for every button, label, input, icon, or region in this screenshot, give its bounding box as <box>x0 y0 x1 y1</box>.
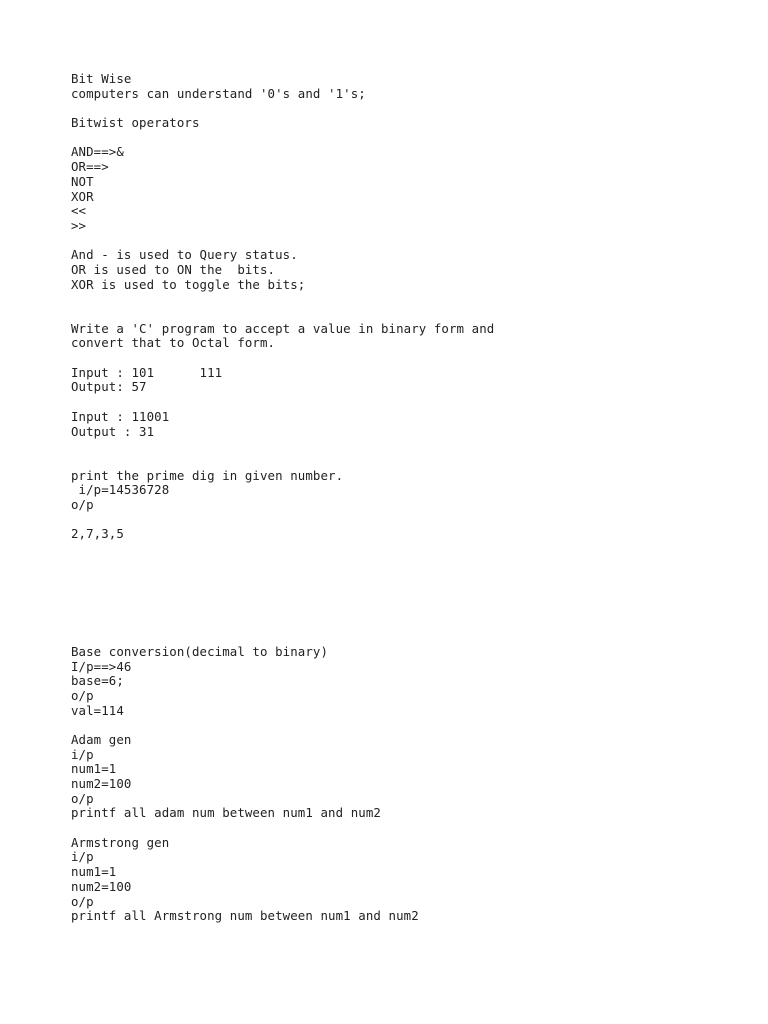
text-line <box>71 542 751 557</box>
text-line: o/p <box>71 790 94 806</box>
text-line <box>71 307 751 322</box>
text-line: 2,7,3,5 <box>71 526 124 542</box>
text-line <box>71 101 751 116</box>
text-line <box>71 439 751 454</box>
text-line: Base conversion(decimal to binary) <box>71 643 329 659</box>
text-line: num2=100 <box>71 776 132 791</box>
text-line: NOT <box>71 173 94 189</box>
text-line: >> <box>71 217 87 233</box>
text-line: Bitwist operators <box>71 115 200 131</box>
text-line <box>71 351 751 366</box>
text-line <box>71 630 751 645</box>
text-line: Adam gen <box>71 731 132 747</box>
text-line <box>71 513 751 528</box>
text-line: << <box>71 203 87 219</box>
text-line <box>71 234 751 249</box>
text-line: OR==> <box>71 159 109 175</box>
text-line <box>71 292 751 307</box>
text-line: base=6; <box>71 673 124 689</box>
text-line: convert that to Octal form. <box>71 335 276 351</box>
document-body <box>71 72 751 924</box>
text-line <box>71 615 751 630</box>
text-line: Output: 57 <box>71 379 147 395</box>
text-line: num1=1 <box>71 761 117 777</box>
text-line <box>71 601 751 616</box>
text-line: num2=100 <box>71 878 132 894</box>
text-line: o/p <box>71 687 94 703</box>
text-line: Write a 'C' program to accept a value in binary form and <box>71 320 495 336</box>
text-line: Armstrong gen <box>71 834 170 850</box>
text-line: XOR <box>71 188 94 204</box>
text-line: OR is used to ON the bits. <box>71 261 276 277</box>
text-line <box>71 454 751 469</box>
text-line <box>71 395 751 410</box>
text-line <box>71 557 751 572</box>
text-line: printf all adam num between num1 and num2 <box>71 805 381 821</box>
text-line: Bit Wise <box>71 71 132 86</box>
text-line <box>71 586 751 601</box>
text-line: And - is used to Query status. <box>71 247 298 263</box>
text-line <box>71 131 751 146</box>
text-line: i/p=14536728 <box>71 482 170 498</box>
text-line: o/p <box>71 893 94 909</box>
text-line: i/p <box>71 849 94 865</box>
text-line: Input : 101 111 <box>71 364 223 380</box>
text-line: num1=1 <box>71 864 117 880</box>
text-line <box>71 718 751 733</box>
text-line: val=114 <box>71 702 124 718</box>
text-line <box>71 571 751 586</box>
text-line: computers can understand '0's and '1's; <box>71 85 366 101</box>
text-line: o/p <box>71 496 94 512</box>
text-line: XOR is used to toggle the bits; <box>71 276 306 292</box>
text-line: Output : 31 <box>71 423 155 439</box>
text-line: I/p==>46 <box>71 658 132 674</box>
text-line <box>71 821 751 836</box>
text-line: print the prime dig in given number. <box>71 467 344 483</box>
text-line: AND==>& <box>71 144 124 160</box>
text-line: printf all Armstrong num between num1 and num2 <box>71 908 419 924</box>
text-line: Input : 11001 <box>71 408 170 424</box>
text-line: i/p <box>71 746 94 762</box>
